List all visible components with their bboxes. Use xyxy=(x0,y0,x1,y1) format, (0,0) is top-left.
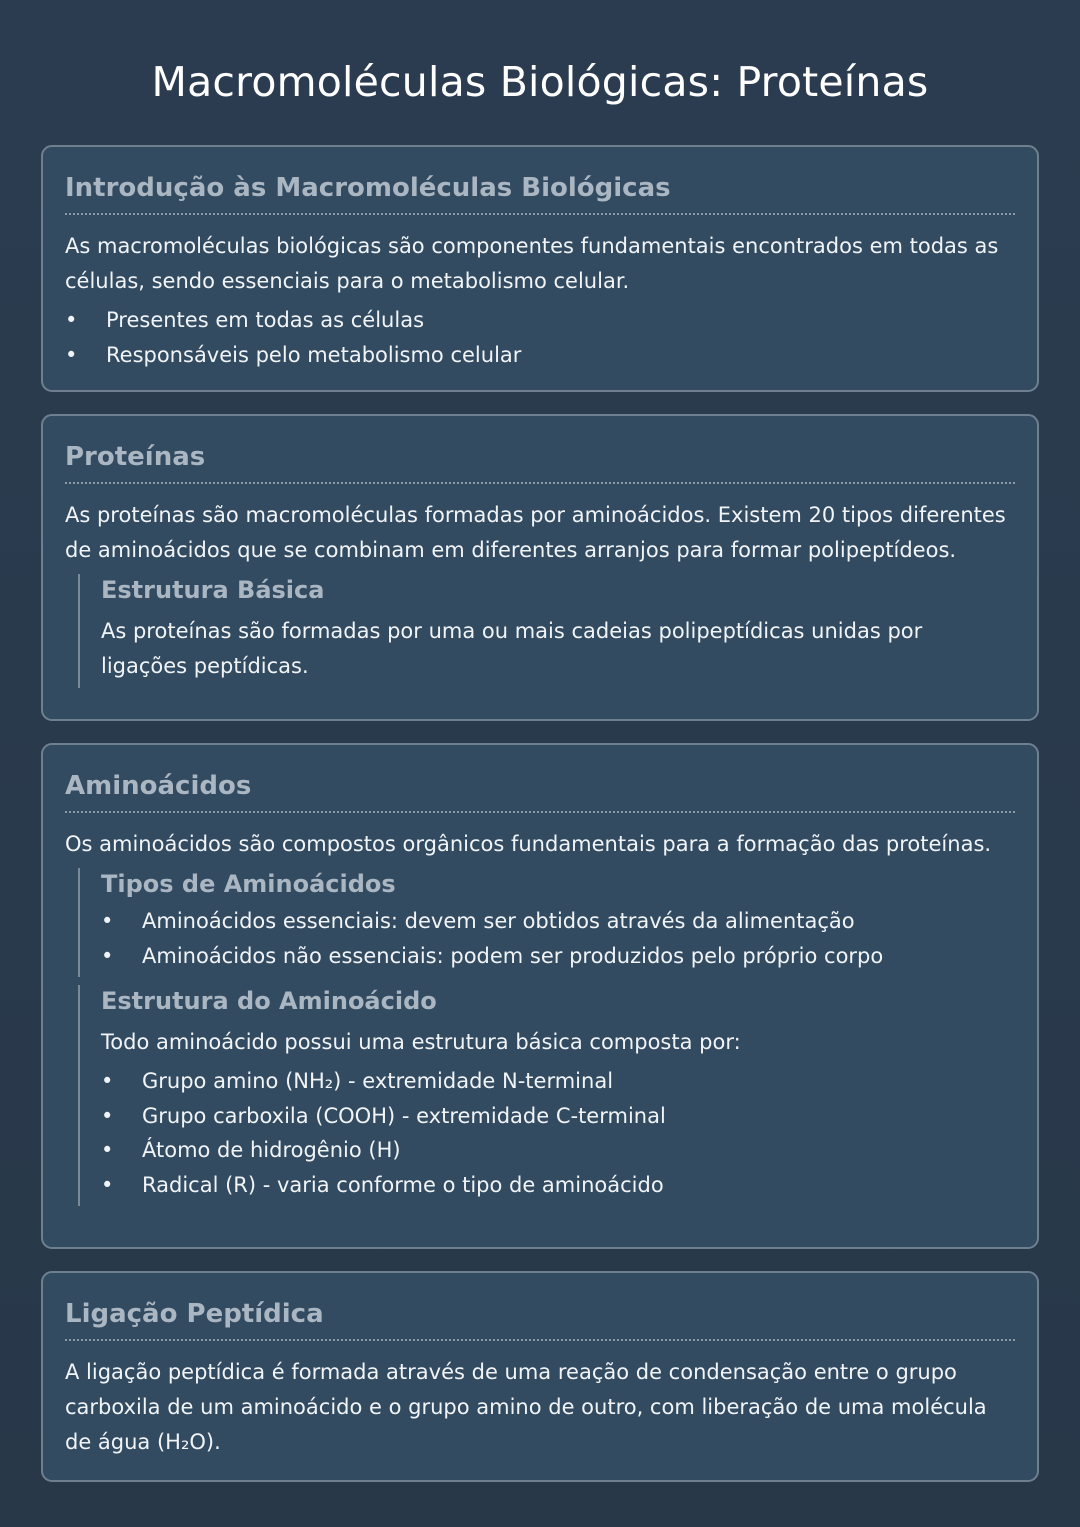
subsection-tipos-aminoacidos xyxy=(78,868,1015,977)
section-title: Introdução às Macromoléculas Biológicas xyxy=(65,171,1015,215)
section-aminoacidos xyxy=(41,743,1039,1249)
section-text: As macromoléculas biológicas são componentes fundamentais encontrados em todas as células, sendo essenciais para o metabolismo celular. xyxy=(65,234,999,293)
subsection-estrutura-basica xyxy=(78,574,1015,688)
subsection-title: Estrutura do Aminoácido xyxy=(101,987,437,1015)
section-title: Proteínas xyxy=(65,440,1015,484)
section-text: Os aminoácidos são compostos orgânicos fundamentais para a formação das proteínas. xyxy=(65,832,992,856)
subsection-text: Todo aminoácido possui uma estrutura básica composta por: xyxy=(101,1030,741,1054)
section-ligacao-peptidica xyxy=(41,1271,1039,1482)
list-item: • Presentes em todas as células xyxy=(65,303,1015,338)
section-text: As proteínas são macromoléculas formadas por aminoácidos. Existem 20 tipos diferentes de aminoácidos que se combinam em diferentes arranjos para formar polipeptídeos. xyxy=(65,503,1006,562)
section-proteinas xyxy=(41,414,1039,721)
list-item: • Aminoácidos não essenciais: podem ser produzidos pelo próprio corpo xyxy=(101,939,1015,974)
bullet-list xyxy=(101,904,1015,973)
section-title: Aminoácidos xyxy=(65,769,1015,813)
list-item: • Responsáveis pelo metabolismo celular xyxy=(65,338,1015,373)
list-item: • Grupo amino (NH₂) - extremidade N-terminal xyxy=(101,1064,1015,1099)
subsection-title: Estrutura Básica xyxy=(101,576,325,604)
list-item: • Átomo de hidrogênio (H) xyxy=(101,1133,1015,1168)
bullet-list xyxy=(101,1064,1015,1202)
list-item: • Radical (R) - varia conforme o tipo de aminoácido xyxy=(101,1168,1015,1203)
section-intro xyxy=(41,145,1039,392)
list-item: • Grupo carboxila (COOH) - extremidade C-terminal xyxy=(101,1099,1015,1134)
page-title: Macromoléculas Biológicas: Proteínas xyxy=(151,58,929,106)
list-item: • Aminoácidos essenciais: devem ser obtidos através da alimentação xyxy=(101,904,1015,939)
subsection-text: As proteínas são formadas por uma ou mais cadeias polipeptídicas unidas por ligações peptídicas. xyxy=(101,619,923,678)
section-text: A ligação peptídica é formada através de uma reação de condensação entre o grupo carboxila de um aminoácido e o grupo amino de outro, com liberação de uma molécula de água (H₂O). xyxy=(65,1360,987,1454)
subsection-estrutura-aminoacido xyxy=(78,985,1015,1206)
subsection-title: Tipos de Aminoácidos xyxy=(101,870,396,898)
section-title: Ligação Peptídica xyxy=(65,1297,1015,1341)
bullet-list xyxy=(65,303,1015,372)
